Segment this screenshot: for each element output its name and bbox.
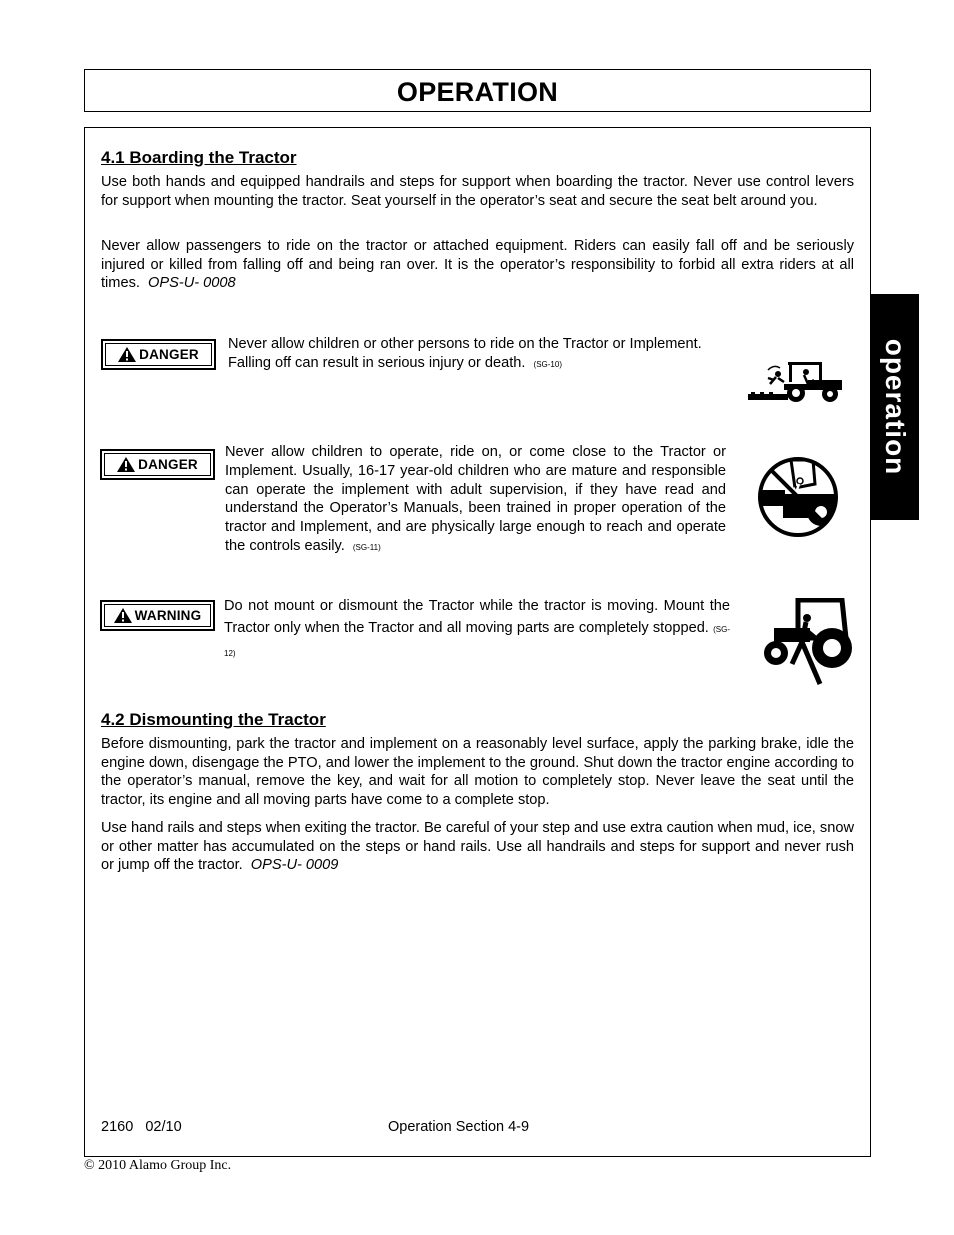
ops-reference: OPS-U- 0008 (148, 275, 236, 292)
tractor-dismount-icon (758, 598, 852, 686)
safety-code: (SG-11) (352, 542, 381, 552)
alert-triangle-icon (114, 608, 132, 623)
section-heading-boarding: 4.1 Boarding the Tractor (101, 148, 297, 167)
page-title: OPERATION (396, 77, 559, 107)
alert-triangle-icon (117, 457, 135, 472)
ops-reference: OPS-U- 0009 (250, 857, 339, 874)
alert-triangle-icon (118, 347, 136, 362)
dismounting-paragraph-2: Use hand rails and steps when exiting the tractor. Be careful of your step and use extra caution when mud, ice, snow or other matter has accumulated on the steps or hand rails. Use all handrails and steps for support and never rush or jump off the tractor. OPS-U- 0009 (101, 820, 854, 874)
danger-badge (100, 449, 215, 480)
safety-code: (SG-10) (533, 359, 562, 369)
no-children-icon (755, 454, 841, 540)
section-tab (870, 294, 919, 520)
warning-badge (100, 600, 215, 631)
danger-label: DANGER (139, 347, 199, 362)
danger-label: DANGER (138, 457, 198, 472)
warning-text-sg11: Never allow children to operate, ride on, or come close to the Tractor or Implement. Usually, 16-17 year-old children who are mature and responsible can operate the implement with adult supervision, if they have read and understand the Operator’s Manuals, been trained in proper operation of the tractor and Implement, and are physically large enough to reach and operate the controls easily. (SG-11) (225, 444, 726, 554)
copyright-notice: © 2010 Alamo Group Inc. (84, 1158, 232, 1173)
page-header (84, 69, 871, 112)
footer-page-number: Operation Section 4-9 (388, 1119, 530, 1135)
dismounting-paragraph-1: Before dismounting, park the tractor and implement on a reasonably level surface, apply the parking brake, idle the engine down, disengage the PTO, and lower the implement to the ground. Shut down the tractor engine according to the operator’s manual, remove the key, and wait for all motion to completely stop. Never leave the seat until the tractor, its engine and all moving parts have come to a complete stop. (101, 736, 854, 809)
warning-label: WARNING (134, 608, 202, 623)
warning-text-sg10: Never allow children or other persons to ride on the Tractor or Implement. Falling off can result in serious injury or death. (SG-10) (228, 336, 702, 371)
warning-text-sg12: Do not mount or dismount the Tractor while the tractor is moving. Mount the Tractor only when the Tractor and all moving parts are completely stopped. (SG-12) (224, 598, 730, 658)
boarding-paragraph-1: Use both hands and equipped handrails and steps for support when boarding the tractor. Never use control levers for support when mounting the tractor. Seat yourself in the operator’s seat and secure the seat belt around you. (101, 174, 854, 209)
section-heading-dismounting: 4.2 Dismounting the Tractor (101, 710, 326, 729)
boarding-paragraph-2: Never allow passengers to ride on the tractor or attached equipment. Riders can easily fall off and be seriously injured or killed from falling off and being ran over. It is the operator’s responsibility to forbid all extra riders at all times. OPS-U- 0008 (101, 238, 854, 292)
footer-model-date: 2160 02/10 (101, 1119, 182, 1135)
safety-code: (SG-12) (224, 625, 730, 658)
rider-falling-icon (748, 360, 844, 404)
danger-badge (101, 339, 216, 370)
section-tab-label: operation (879, 338, 911, 476)
